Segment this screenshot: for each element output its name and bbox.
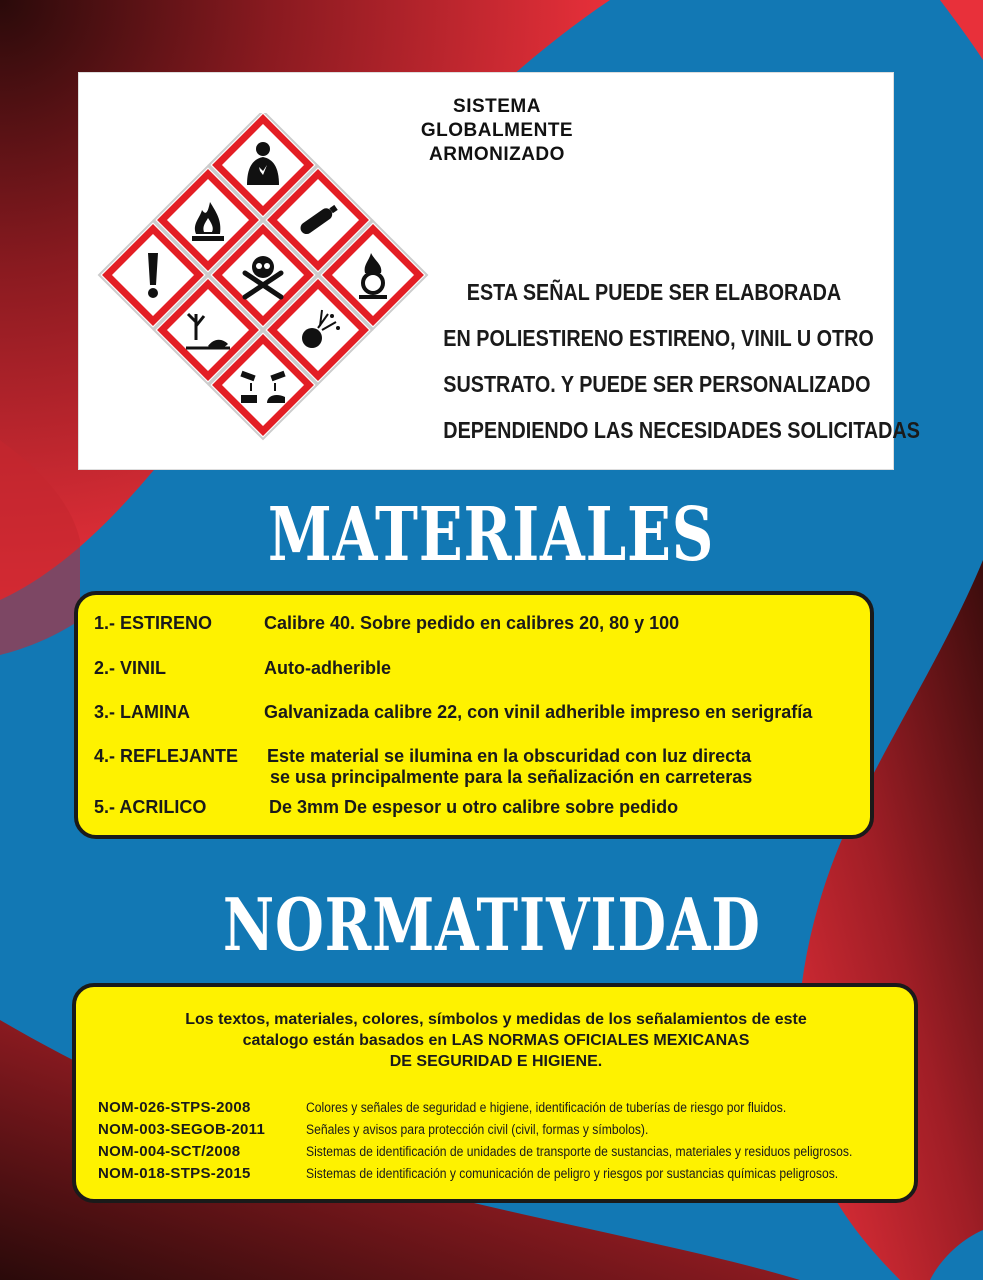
normatividad-box <box>72 983 918 1203</box>
norm-desc: Sistemas de identificación y comunicación de peligro y riesgos por sustancias químicas peligrosos. <box>306 1166 839 1181</box>
norm-item <box>98 1143 913 1165</box>
ghs-title-line: SISTEMA <box>453 96 541 117</box>
material-desc-continued: se usa principalmente para la señalización en carreteras <box>270 767 753 787</box>
material-label: 1.- ESTIRENO <box>94 613 213 633</box>
sign-customization-note <box>443 269 920 453</box>
norm-list <box>98 1099 913 1187</box>
ghs-title-line: GLOBALMENTE <box>420 120 574 141</box>
material-label: 4.- REFLEJANTE <box>94 746 239 766</box>
ghs-title-line: ARMONIZADO <box>429 144 565 165</box>
norm-desc: Colores y señales de seguridad e higiene, identificación de tuberías de riesgo por fluidos. <box>306 1100 787 1115</box>
material-label: 5.- ACRILICO <box>94 797 207 817</box>
norm-code: NOM-004-SCT/2008 <box>98 1143 241 1160</box>
norm-item <box>98 1121 913 1143</box>
normatividad-heading: NORMATIVIDAD <box>222 882 761 967</box>
material-desc: Calibre 40. Sobre pedido en calibres 20, 80 y 100 <box>264 613 680 633</box>
norm-intro-line: DE SEGURIDAD E HIGIENE. <box>389 1053 603 1070</box>
norm-code: NOM-003-SEGOB-2011 <box>98 1121 266 1138</box>
norm-intro-line: Los textos, materiales, colores, símbolos y medidas de los señalamientos de este <box>185 1011 807 1028</box>
materiales-box <box>74 591 874 839</box>
materiales-heading: MATERIALES <box>268 492 715 578</box>
material-desc: Auto-adherible <box>264 658 392 678</box>
material-label: 3.- LAMINA <box>94 702 190 722</box>
norm-desc: Señales y avisos para protección civil (civil, formas y símbolos). <box>306 1122 649 1137</box>
norm-intro-line: catalogo están basados en LAS NORMAS OFICIALES MEXICANAS <box>242 1032 750 1049</box>
note-line: SUSTRATO. Y PUEDE SER PERSONALIZADO <box>443 371 871 397</box>
norm-desc: Sistemas de identificación de unidades de transporte de sustancias, materiales y residuos peligrosos. <box>306 1144 853 1159</box>
ghs-pictogram-group <box>91 113 435 453</box>
norm-code: NOM-018-STPS-2015 <box>98 1165 251 1182</box>
note-line: EN POLIESTIRENO ESTIRENO, VINIL U OTRO <box>443 325 874 351</box>
norm-code: NOM-026-STPS-2008 <box>98 1099 251 1116</box>
note-line: ESTA SEÑAL PUEDE SER ELABORADA <box>466 279 842 305</box>
ghs-info-panel <box>78 72 920 470</box>
material-label: 2.- VINIL <box>94 658 167 678</box>
norm-item <box>98 1099 913 1121</box>
material-desc: Galvanizada calibre 22, con vinil adherible impreso en serigrafía <box>264 702 813 722</box>
norm-item <box>98 1165 913 1187</box>
norm-intro <box>96 1009 896 1072</box>
material-desc: De 3mm De espesor u otro calibre sobre pedido <box>269 797 679 817</box>
note-line: DEPENDIENDO LAS NECESIDADES SOLICITADAS <box>443 417 920 443</box>
material-desc: Este material se ilumina en la obscuridad con luz directa <box>267 746 752 766</box>
